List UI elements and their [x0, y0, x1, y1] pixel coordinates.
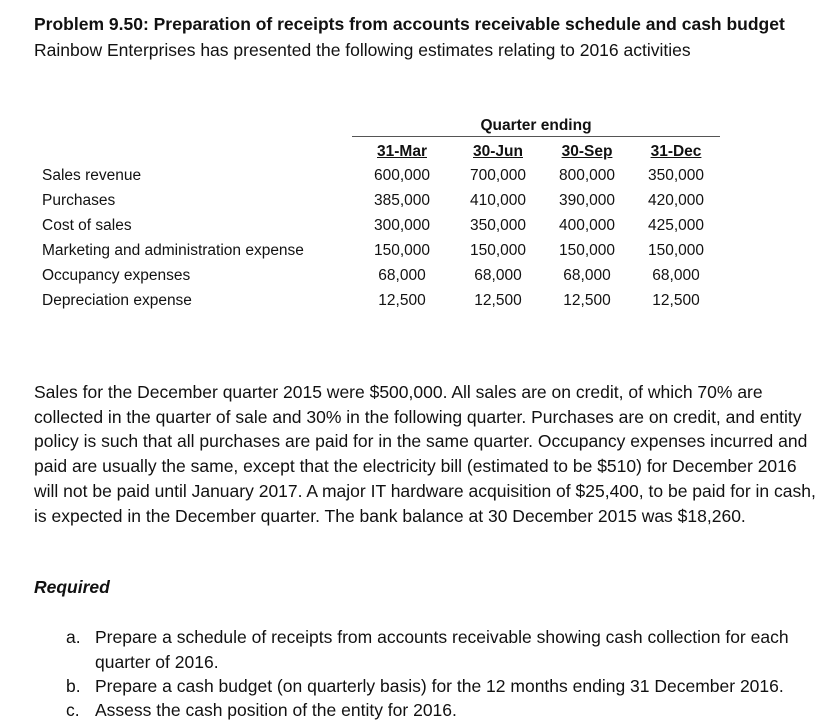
table-cell: 12,500	[563, 292, 611, 309]
problem-title: Problem 9.50: Preparation of receipts from accounts receivable schedule and cash budget	[34, 14, 785, 34]
column-header-30-sep: 30-Sep	[561, 143, 613, 160]
task-marker: a.	[66, 627, 81, 647]
task-item-a	[66, 625, 826, 674]
task-marker: c.	[66, 700, 80, 720]
table-cell: 425,000	[647, 217, 705, 234]
table-cell: 800,000	[558, 167, 616, 184]
table-cell: 68,000	[563, 267, 611, 284]
task-text: Assess the cash position of the entity for 2016.	[95, 700, 457, 720]
column-header-31-dec: 31-Dec	[650, 143, 702, 160]
table-cell: 150,000	[373, 242, 431, 259]
row-label: Purchases	[42, 192, 116, 209]
table-cell: 410,000	[469, 192, 527, 209]
table-cell: 350,000	[469, 217, 527, 234]
table-cell: 150,000	[469, 242, 527, 259]
task-item-b	[66, 674, 826, 699]
required-heading: Required	[34, 577, 110, 597]
scenario-paragraph: Sales for the December quarter 2015 were $500,000. All sales are on credit, of which 70% are collected in the quarter of sale and 30% in the following quarter. Purchases are on credit, and entity policy is such that all purchases are paid for in the same quarter. Occupancy expenses incurred and paid are usually the same, except that the electricity bill (estimated to be $510) for December 2016 will not be paid until January 2017. A major IT hardware acquisition of $25,400, to be paid for in cash, is expected in the December quarter. The bank balance at 30 December 2015 was $18,260.	[34, 382, 816, 526]
table-cell: 68,000	[378, 267, 426, 284]
column-header-30-jun: 30-Jun	[473, 143, 523, 160]
table-cell: 12,500	[652, 292, 700, 309]
column-header-31-mar: 31-Mar	[377, 143, 427, 160]
table-cell: 400,000	[558, 217, 616, 234]
table-cell: 150,000	[647, 242, 705, 259]
table-cell: 420,000	[647, 192, 705, 209]
table-cell: 350,000	[647, 167, 705, 184]
row-label: Sales revenue	[42, 167, 142, 184]
table-cell: 68,000	[474, 267, 522, 284]
row-label: Cost of sales	[42, 217, 132, 234]
table-cell: 12,500	[474, 292, 522, 309]
task-text: Prepare a cash budget (on quarterly basis) for the 12 months ending 31 December 2016.	[95, 676, 784, 696]
table-cell: 68,000	[652, 267, 700, 284]
table-cell: 600,000	[373, 167, 431, 184]
table-cell: 12,500	[378, 292, 426, 309]
table-cell: 385,000	[373, 192, 431, 209]
task-text: Prepare a schedule of receipts from accounts receivable showing cash collection for each quarter of 2016.	[95, 627, 789, 672]
row-label: Occupancy expenses	[42, 267, 191, 284]
table-cell: 150,000	[558, 242, 616, 259]
row-label: Marketing and administration expense	[42, 242, 304, 259]
row-label: Depreciation expense	[42, 292, 192, 309]
table-cell: 390,000	[558, 192, 616, 209]
table-cell: 700,000	[469, 167, 527, 184]
quarter-ending-heading: Quarter ending	[352, 117, 720, 137]
table-cell: 300,000	[373, 217, 431, 234]
problem-subtitle: Rainbow Enterprises has presented the following estimates relating to 2016 activities	[34, 40, 691, 60]
task-marker: b.	[66, 676, 81, 696]
